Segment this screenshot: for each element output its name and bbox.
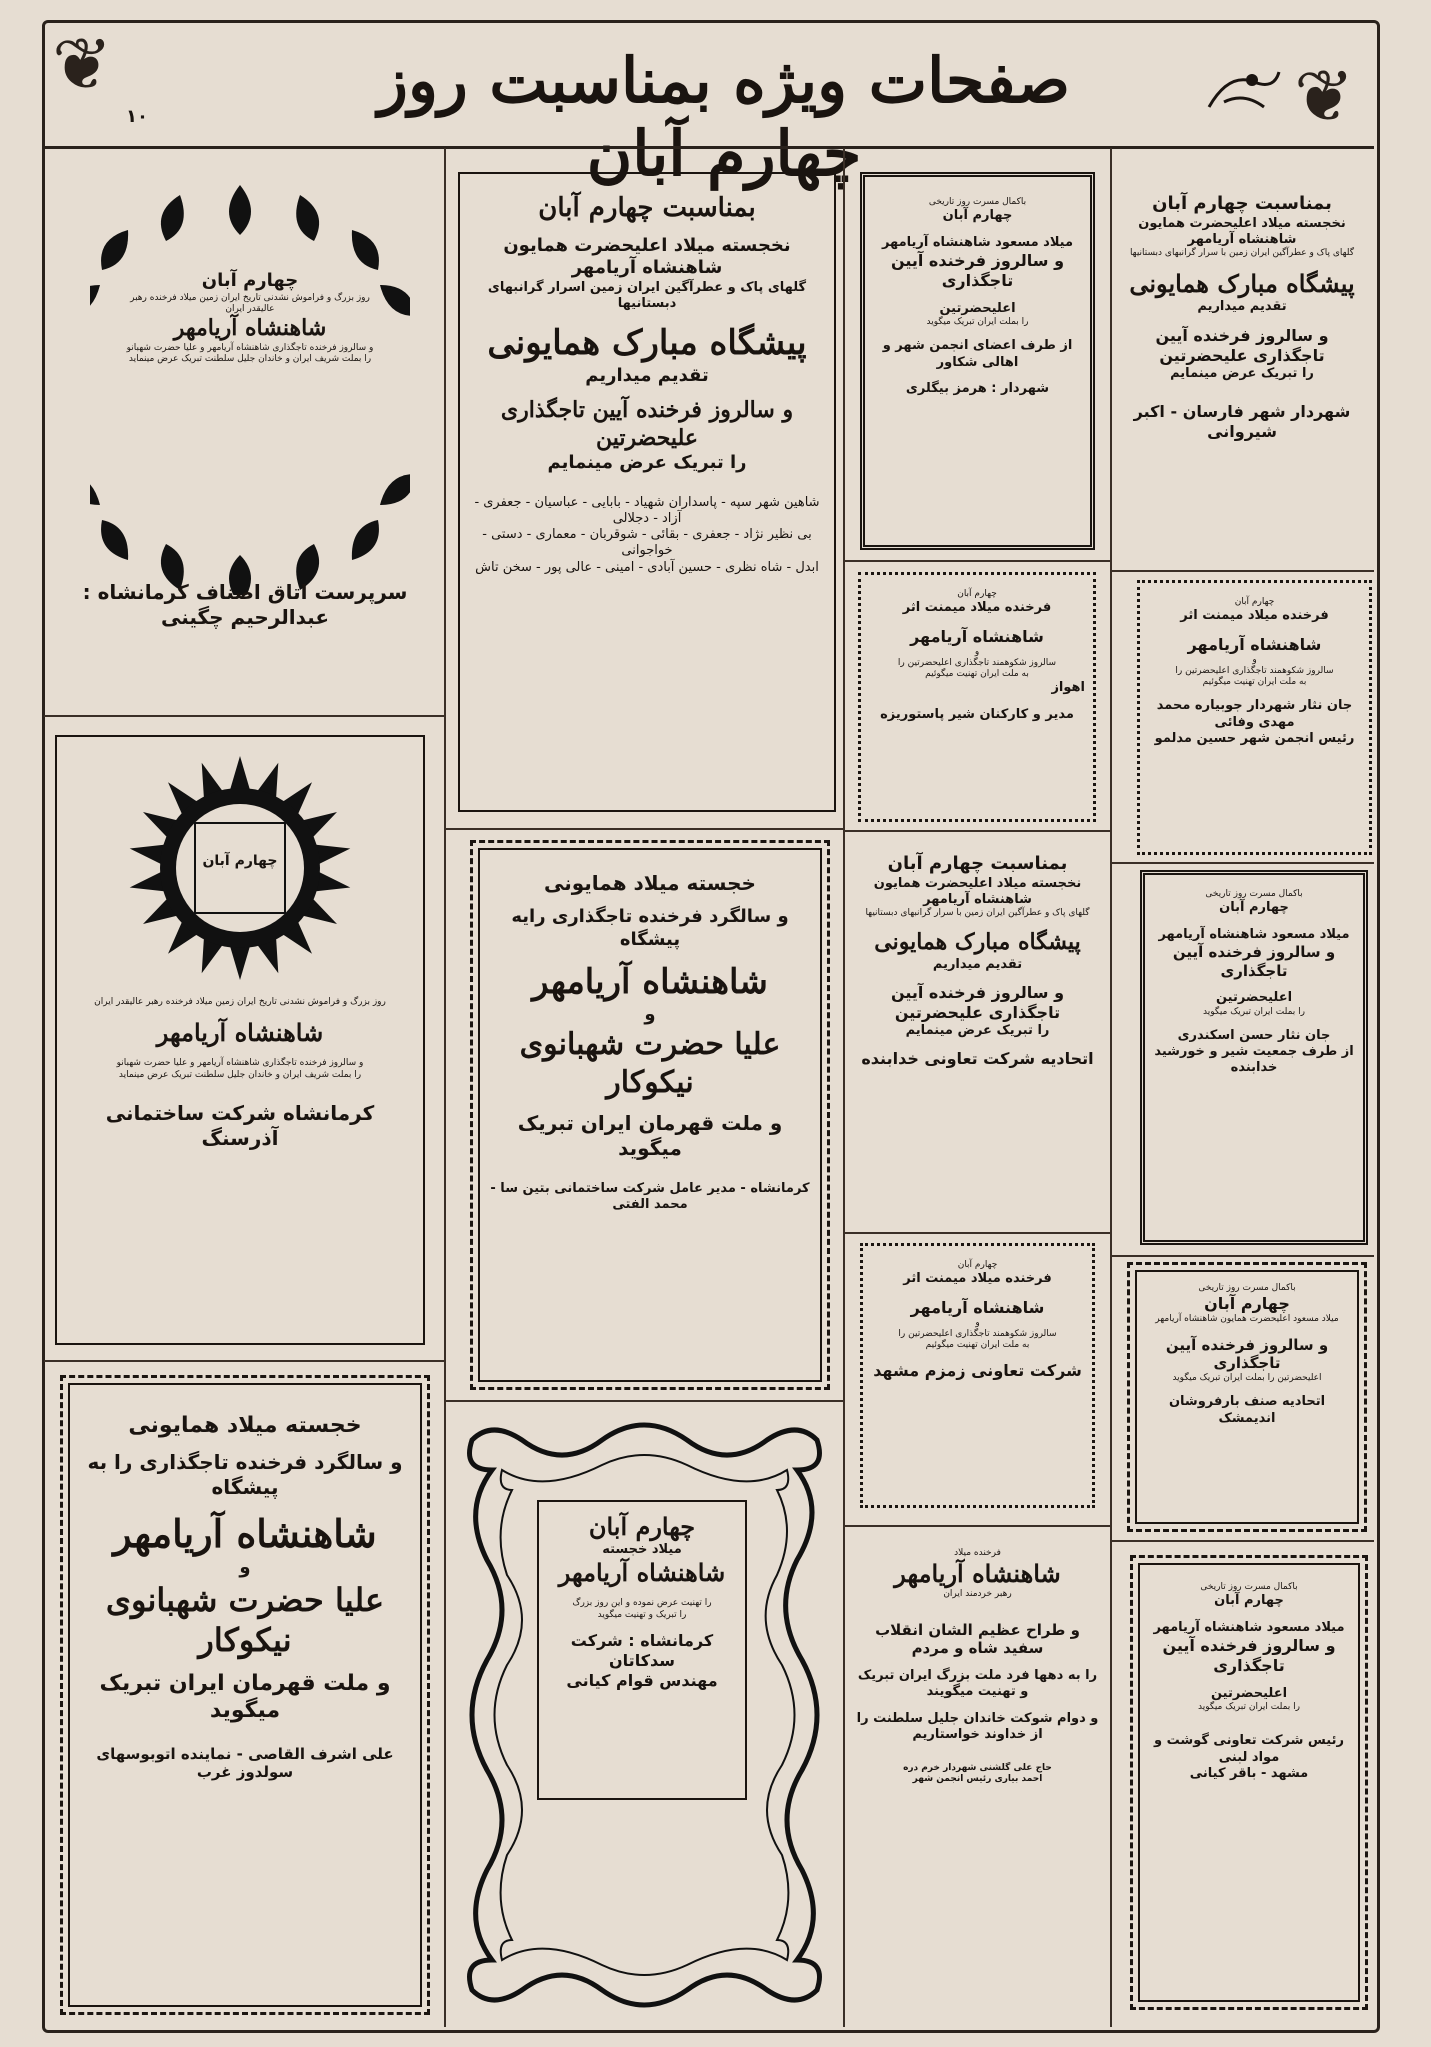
masthead [44, 22, 1372, 190]
masthead-rule [44, 146, 1374, 149]
ad-signature: مدیر و کارکنان شیر پاستوریزه [880, 706, 1074, 722]
ad-signature: حاج علی گلشنی شهردار خرم دره [903, 1763, 1052, 1773]
ad-text: شاهنشاه آریامهر [910, 1297, 1045, 1317]
ad-ornate-frame [452, 1410, 837, 2020]
ad-text: رهبر خردمند ایران [943, 1589, 1012, 1600]
ad-text: باکمال مسرت روز تاریخی [1205, 889, 1303, 899]
ad-text: را تبریک عرض مینمایم [1170, 365, 1314, 381]
ad-text: تقدیم میداریم [932, 956, 1023, 972]
ad-text: نخجسته میلاد اعلیحضرت همایون شاهنشاه آریامهر [873, 875, 1082, 907]
leaf-ornament-left-icon: ❦ [52, 22, 113, 106]
row-rule [843, 830, 1110, 832]
row-rule [444, 1400, 843, 1402]
ad-text: و سالگرد فرخنده تاجگذاری را به پیشگاه [87, 1449, 403, 1499]
ad-text: اعلیحضرتین [1210, 1685, 1288, 1701]
row-rule [843, 1525, 1110, 1527]
ad-signature: احمد بیاری رئیس انجمن شهر [912, 1774, 1043, 1785]
ad-text: شاهنشاه آریامهر [532, 962, 768, 1002]
ad-text: را بملت شریف ایران و خاندان جلیل سلطنت تبریک عرض مینماید [128, 353, 372, 364]
ad-text: میلاد مسعود شاهنشاه آریامهر [1158, 926, 1350, 942]
column-rule [1110, 148, 1112, 2027]
ad-box [55, 735, 425, 1345]
row-rule [44, 1360, 444, 1362]
ad-text: اعلیحضرتین را بملت ایران تبریک میگوید [1172, 1373, 1322, 1383]
ad-text: روز بزرگ و فراموش نشدنی تاریخ ایران زمین میلاد فرخنده رهبر عالیقدر ایران [94, 997, 386, 1007]
ad-text: باکمال مسرت روز تاریخی [928, 197, 1027, 207]
ad-box [858, 572, 1096, 822]
rider-emblem-icon [1204, 62, 1284, 122]
ad-text: باکمال مسرت روز تاریخی [1198, 1283, 1296, 1293]
ad-text: و سالروز فرخنده تاجگذاری شاهنشاه آریامهر و علیا حضرت شهبانو [116, 1058, 364, 1069]
ad-signature: کرمانشاه : شرکت سدکاتان [570, 1630, 714, 1670]
ad-signature: کرمانشاه شرکت ساختمانی آذرسنگ [105, 1100, 375, 1150]
ad-text: را تهنیت عرض نموده و این روز بزرگ [572, 1598, 712, 1609]
ad-text: خجسته میلاد همایونی [128, 1413, 362, 1438]
ad-text: را بملت ایران تبریک میگوید [1202, 1006, 1306, 1017]
ad-text: چهارم آبان [1234, 597, 1275, 607]
row-rule [1110, 1540, 1374, 1542]
ad-text: از طرف اعضای انجمن شهر و اهالی شکاور [882, 338, 1073, 370]
ad-text: و سالروز فرخنده آیین تاجگذاری علیحضرتین [500, 397, 794, 451]
ad-text: فرخنده میلاد میمنت اثر [902, 600, 1052, 616]
ad-text: فرخنده میلاد میمنت اثر [1180, 608, 1329, 624]
ad-signature: اتحادیه شرکت تعاونی خدابنده [861, 1049, 1094, 1069]
ad-text: تقدیم میداریم [585, 364, 709, 386]
ad-text: میلاد مسعود شاهنشاه آریامهر [881, 234, 1074, 250]
ad-box [1140, 870, 1368, 1245]
ad-text: بی نظیر نژاد - جعفری - بقائی - شوقربان - معماری - دستی - خواجوانی [482, 527, 812, 559]
column-rule [843, 148, 845, 2027]
ad-text: را تبریک و تهنیت میگوید [597, 1609, 687, 1620]
ad-text: تقدیم میداریم [1197, 299, 1287, 315]
ad-signature: رئیس انجمن شهر حسین مدلمو [1154, 730, 1355, 746]
ad-heading: بمناسبت چهارم آبان [887, 853, 1068, 874]
ad-signature: شهردار شهر فارسان - اکبر شیروانی [1133, 401, 1351, 441]
ad-box [458, 172, 836, 812]
ad-text: شاهنشاه آریامهر [1187, 634, 1322, 654]
row-rule [1110, 570, 1374, 572]
ad-signature: کرمانشاه - مدیر عامل شرکت ساختمانی بتین سا - محمد الفتی [490, 1181, 810, 1213]
row-rule [444, 828, 843, 830]
ad-text: شاهنشاه آریامهر [910, 626, 1044, 646]
ad-heading: بمناسبت چهارم آبان [538, 193, 756, 223]
ad-text: نخجسته میلاد اعلیحضرت همایون شاهنشاه آریامهر [1138, 215, 1346, 247]
ad-text: به ملت ایران تهنیت میگوئیم [1202, 677, 1307, 687]
ad-text: و دوام شوکت خاندان جلیل سلطنت را از خداوند خواستاریم [856, 1710, 1099, 1742]
ad-text: و ملت قهرمان ایران تبریک میگوید [99, 1670, 391, 1723]
ad-signature: رئیس شرکت تعاونی گوشت و مواد لبنی [1154, 1733, 1344, 1765]
ad-plain [850, 845, 1105, 1225]
ad-name: شاهنشاه آریامهر [173, 315, 327, 341]
row-rule [1110, 1255, 1374, 1257]
row-rule [1110, 862, 1374, 864]
ad-signature: عبدالرحیم چگینی [160, 605, 330, 629]
ad-box [860, 172, 1095, 550]
ad-box [470, 840, 830, 1390]
ad-text: شاهنشاه آریامهر [894, 1559, 1061, 1589]
ad-text: و ملت قهرمان ایران تبریک میگوید [517, 1111, 783, 1160]
ad-heading: بمناسبت چهارم آبان [1152, 193, 1332, 214]
ad-text: شاهین شهر سپه - پاسداران شهیاد - بابایی - عباسیان - جعفری - آزاد - دجلالی [474, 494, 820, 526]
ad-text: میلاد خجسته [602, 1542, 682, 1557]
ad-text: چهارم آبان [957, 589, 997, 599]
ad-text: و [975, 1317, 980, 1328]
ad-text: و [1252, 654, 1257, 665]
ad-text: و سالروز فرخنده آیین تاجگذاری علیحضرتین [890, 983, 1065, 1022]
ad-signature: از طرف جمعیت شیر و خورشید خدابنده [1154, 1044, 1354, 1076]
ad-signature: مهندس قوام کیانی [566, 1670, 718, 1690]
ad-text: روز بزرگ و فراموش نشدنی تاریخ ایران زمین میلاد فرخنده رهبر عالیقدر ایران [130, 292, 370, 314]
ad-text: چهارم آبان [1219, 900, 1289, 916]
ad-text: علیا حضرت شهبانوی نیکوکار [105, 1580, 385, 1659]
ad-heading: چهارم آبان [201, 270, 299, 291]
ad-signature: جان نثار حسن اسکندری [1177, 1027, 1331, 1043]
ad-signature: شهردار : هرمز بیگلری [905, 380, 1050, 396]
ad-text: پیشگاه مبارک همایونی [1129, 269, 1355, 299]
ad-text: را بملت ایران تبریک میگوید [1197, 1702, 1301, 1712]
ad-text: و طراح عظیم الشان انقلاب سفید شاه و مردم [875, 1620, 1080, 1658]
ad-box [860, 1243, 1095, 1508]
ad-text: و [239, 1557, 251, 1578]
ad-text: گلهای پاک و عطرآگین ایران زمین با سرار گرانبهای دبستانیها [1129, 248, 1355, 258]
column-rule [444, 148, 446, 2027]
ad-text: پیشگاه مبارک همایونی [487, 323, 807, 363]
teardrop-ring-icon [90, 175, 410, 595]
ad-signature: مشهد - باقر کیانی [1189, 1765, 1309, 1781]
ad-text: چهارم آبان [1204, 1294, 1290, 1314]
row-rule [843, 560, 1110, 562]
ad-text: و سالروز فرخنده آیین تاجگذاری [1162, 1635, 1336, 1675]
page-title: صفحات ویژه بمناسبت روز چهارم آبان [378, 44, 1070, 190]
ad-plain [850, 1540, 1105, 2010]
ad-text: پیشگاه مبارک همایونی [874, 929, 1081, 956]
ad-text: را تبریک عرض مینمایم [905, 1023, 1050, 1038]
ad-text: و سالروز فرخنده آیین تاجگذاری [1165, 1335, 1329, 1373]
ad-text: و سالروز فرخنده آیین تاجگذاری [890, 250, 1065, 290]
ad-text: و سالگرد فرخنده تاجگذاری رایه پیشگاه [511, 906, 789, 950]
ad-text: گلهای پاک و عطرآگین ایران زمین اسرار گرانبهای دبستانیها [487, 279, 807, 311]
ad-text: فرخنده میلاد [954, 1548, 1001, 1558]
ad-text: و سالروز فرخنده آیین تاجگذاری علیحضرتین [1155, 325, 1329, 365]
row-rule [44, 715, 444, 717]
ad-box [1137, 580, 1372, 855]
ad-text: شاهنشاه آریامهر [558, 1558, 726, 1588]
ad-text: خجسته میلاد همایونی [544, 871, 756, 895]
ad-plain [1116, 185, 1368, 560]
ad-text: اعلیحضرتین [939, 300, 1016, 316]
ad-signature: علی اشرف القاصی - نماینده اتوبوسهای سولدوز غرب [96, 1744, 394, 1782]
ad-text: گلهای پاک و عطرآگین ایران زمین با سرار گرانبهای دبستانیها [865, 908, 1090, 918]
ad-signature: اتحادیه صنف بارفروشان اندیمشک [1168, 1394, 1326, 1426]
ad-signature: جان نثار شهردار جوبیاره محمد مهدی وفائی [1156, 698, 1353, 730]
row-rule [843, 1232, 1110, 1234]
leaf-ornament-right-icon: ❦ [1294, 54, 1355, 138]
ad-text: میلاد مسعود شاهنشاه آریامهر [1153, 1619, 1345, 1635]
ad-name: شاهنشاه آریامهر [156, 1018, 324, 1048]
ad-text: چهارم آبان [1214, 1593, 1284, 1609]
ad-text: نخجسته میلاد اعلیحضرت همایون شاهنشاه آریامهر [503, 234, 791, 278]
ad-text: چهارم آبان [942, 208, 1013, 224]
ad-signature: سرپرست اتاق اصناف کرمانشاه : [82, 580, 408, 604]
ad-text: شاهنشاه آریامهر [113, 1510, 377, 1556]
ad-text: و سالروز فرخنده آیین تاجگذاری [1172, 942, 1336, 980]
ad-text: اهواز [1051, 680, 1085, 696]
ad-text: سالروز شکوهمند تاجگذاری اعلیحضرتین را [897, 657, 1057, 668]
ad-text: ابدل - شاه نظری - حسین آبادی - امینی - عالی پور - سخن تاش [475, 559, 819, 575]
ad-text: را تبریک عرض مینمایم [547, 452, 747, 473]
ad-text: را بملت ایران تبریک میگوید [926, 317, 1029, 327]
ad-box [1130, 1555, 1368, 2010]
ad-text: و سالروز فرخنده تاجگذاری شاهنشاه آریامهر و علیا حضرت شهبانو [126, 342, 374, 353]
ad-text: و [644, 1003, 656, 1025]
ad-box [1127, 1262, 1367, 1532]
ad-text: باکمال مسرت روز تاریخی [1200, 1582, 1298, 1592]
ad-text: را بملت شریف ایران و خاندان جلیل سلطنت تبریک عرض مینماید [118, 1069, 362, 1080]
ad-inner-box [537, 1500, 747, 1800]
ad-text: میلاد مسعود اعلیحضرت همایون شاهنشاه آریامهر [1155, 1314, 1339, 1325]
sun-emblem [125, 753, 355, 983]
ad-text: فرخنده میلاد میمنت اثر [903, 1271, 1052, 1287]
page-number: ۱۰ [126, 106, 148, 127]
ad-text: و [974, 646, 980, 657]
ad-text: چهارم آبان [957, 1260, 998, 1270]
ad-text: سالروز شکوهمند تاجگذاری اعلیحضرتین را [898, 1328, 1057, 1339]
ad-signature: شرکت تعاونی زمزم مشهد [873, 1361, 1082, 1381]
ad-text: سالروز شکوهمند تاجگذاری اعلیحضرتین را [1175, 665, 1334, 676]
ad-text: را به دهها فرد ملت بزرگ ایران تبریک و تهنیت میگویند [857, 1668, 1098, 1700]
ad-text: علیا حضرت شهبانوی نیکوکار [519, 1027, 781, 1100]
ad-teardrop-ring [50, 160, 438, 705]
ad-text: به ملت ایران تهنیت میگوئیم [925, 1340, 1030, 1350]
ad-box [60, 1375, 430, 2015]
ad-text: چهارم آبان [588, 1512, 696, 1541]
ad-text: به ملت ایران تهنیت میگوئیم [925, 669, 1029, 679]
ad-text: اعلیحضرتین [1215, 990, 1293, 1006]
emblem-text: چهارم آبان [202, 853, 278, 869]
